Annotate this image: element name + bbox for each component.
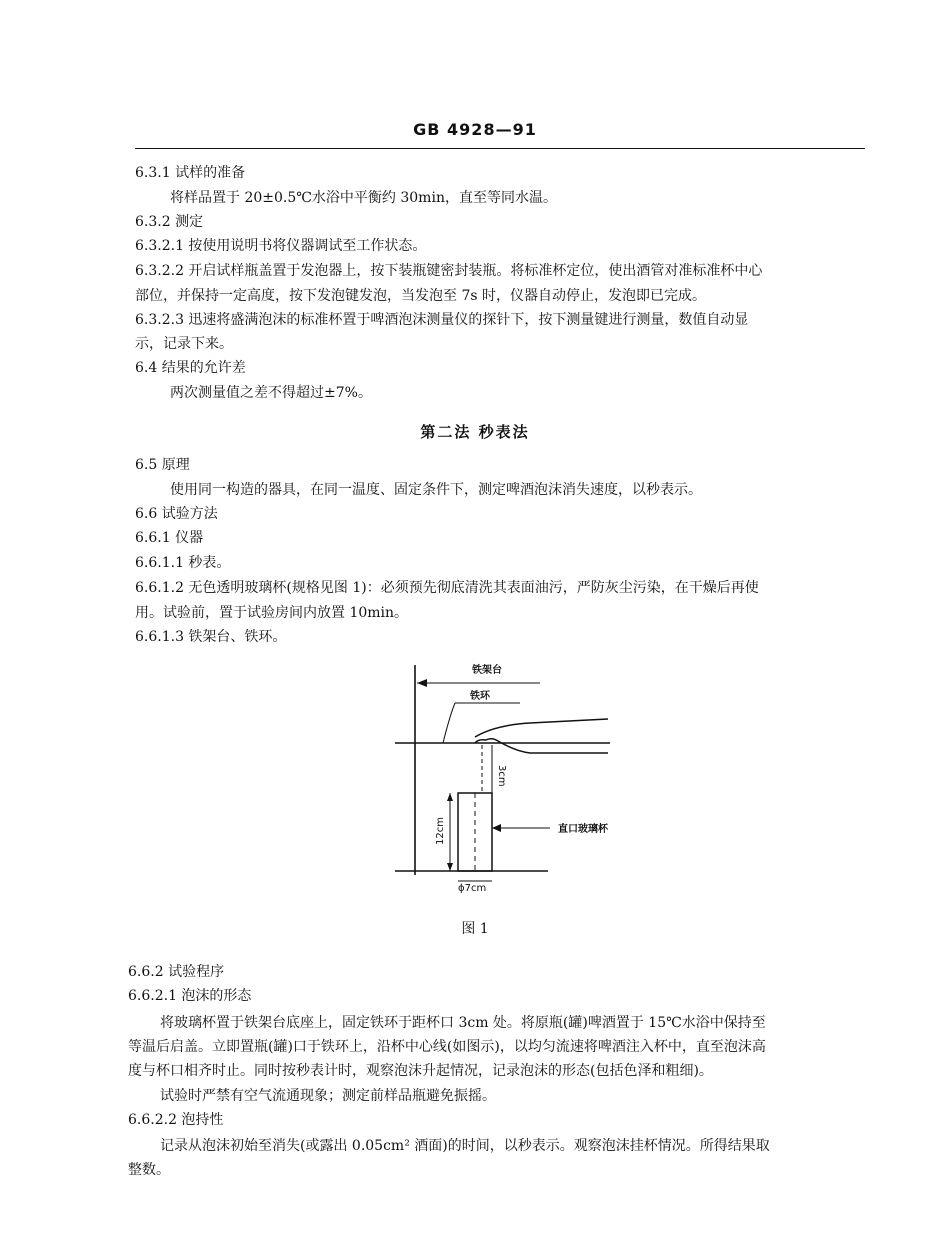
section-6-6-2-2: 6.6.2.2 泡持性 [128,1112,224,1128]
paragraph-line: 两次测量值之差不得超过±7%。 [170,385,372,401]
figure-1-diagram [380,655,630,900]
paragraph-line: 试验时严禁有空气流通现象；测定前样品瓶避免振摇。 [160,1088,496,1104]
arrow-head [417,679,427,687]
ring-leader [443,703,455,743]
label-glass: 直口玻璃杯 [558,824,608,835]
paragraph-line: 示，记录下来。 [135,336,233,352]
bottle-upper [475,719,608,737]
section-6-6-2-title: 6.6.2 试验程序 [128,964,225,980]
section-6-5-title: 6.5 原理 [135,457,190,473]
label-stand: 铁架台 [472,665,502,676]
section-6-3-2-3: 6.3.2.3 迅速将盛满泡沫的标准杯置于啤酒泡沫测量仪的探针下，按下测量键进行测量，数值自动显 [135,312,749,328]
section-6-6-2-1: 6.6.2.1 泡沫的形态 [128,988,252,1004]
bottle-lower [475,739,608,753]
paragraph-line: 等温后启盖。立即置瓶(罐)口于铁环上，沿杯中心线(如图示)，以均匀流速将啤酒注入杯中，直至泡沫高 [128,1039,766,1055]
section-6-6-1-1: 6.6.1.1 秒表。 [135,555,231,571]
section-6-3-2-2: 6.3.2.2 开启试样瓶盖置于发泡器上，按下装瓶键密封装瓶。将标准杯定位，使出酒管对准标准杯中心 [135,263,763,279]
section-6-6-title: 6.6 试验方法 [135,506,218,522]
section-6-6-1-2: 6.6.1.2 无色透明玻璃杯(规格见图 1)：必须预先彻底清洗其表面油污，严防灰尘污染，在干燥后再使 [135,580,759,596]
arrow-head [447,863,453,871]
section-6-6-1-3: 6.6.1.3 铁架台、铁环。 [135,629,287,645]
method-heading: 第二法 秒表法 [420,423,530,441]
paragraph-line: 用。试验前，置于试验房间内放置 10min。 [135,605,409,621]
section-6-3-1-title: 6.3.1 试样的准备 [135,165,246,181]
standard-number: GB 4928—91 [413,120,537,139]
paragraph-line: 记录从泡沫初始至消失(或露出 0.05cm² 酒面)的时间，以秒表示。观察泡沫挂杯情况。所得结果取 [160,1138,770,1154]
header-divider [135,148,865,149]
paragraph-line: 将样品置于 20±0.5℃水浴中平衡约 30min，直至等同水温。 [170,190,557,206]
paragraph-line: 部位，并保持一定高度，按下发泡键发泡，当发泡至 7s 时，仪器自动停止，发泡即已完成。 [135,288,706,304]
paragraph-line: 将玻璃杯置于铁架台底座上，固定铁环于距杯口 3cm 处。将原瓶(罐)啤酒置于 15℃水浴中保持至 [160,1015,766,1031]
figure-caption: 图 1 [461,921,489,937]
paragraph-line: 整数。 [128,1162,170,1178]
section-6-4-title: 6.4 结果的允许差 [135,360,246,376]
label-ring: 铁环 [470,691,490,702]
paragraph-line: 使用同一构造的器具，在同一温度、固定条件下，测定啤酒泡沫消失速度，以秒表示。 [170,482,702,498]
arrow-head [492,824,501,832]
arrow-head [447,793,453,801]
section-6-6-1-title: 6.6.1 仪器 [135,530,204,546]
paragraph-line: 度与杯口相齐时止。同时按秒表计时，观察泡沫升起情况，记录泡沫的形态(包括色泽和粗细)。 [128,1063,713,1079]
section-6-3-2-title: 6.3.2 测定 [135,214,204,230]
section-6-3-2-1: 6.3.2.1 按使用说明书将仪器调试至工作状态。 [135,238,427,254]
label-gap: 3cm [496,765,507,787]
label-height: 12cm [435,817,446,845]
label-diameter: ϕ7cm [458,883,487,894]
